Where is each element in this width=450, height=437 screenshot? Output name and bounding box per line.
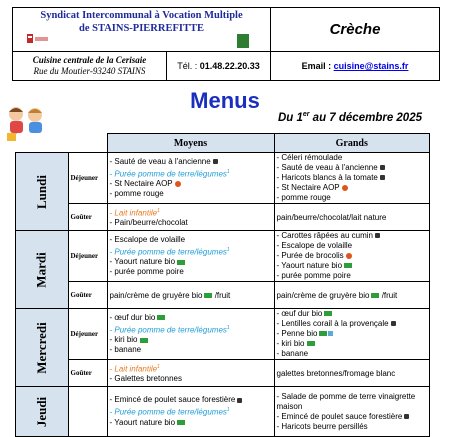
chef-icon	[404, 414, 409, 419]
cell-lundi-dej-grands: - Céleri rémoulade - Sauté de veau à l'ancienne - Haricots blancs à la tomate - St Nectaire AOP - pomme rouge	[274, 153, 430, 204]
chef-icon	[380, 175, 385, 180]
hvm-icon	[328, 331, 333, 336]
cell-mardi-gouter-grands: pain/crème de gruyère bio /fruit	[274, 282, 430, 309]
cell-mercredi-gouter-grands: galettes bretonnes/fromage blanc	[274, 360, 430, 387]
header-table	[12, 7, 440, 81]
bio-icon	[344, 263, 352, 268]
tel-label: Tél. :	[177, 61, 198, 71]
column-grands: Grands	[274, 134, 430, 153]
pierrefitte-logo-icon	[237, 34, 249, 48]
day-lundi: Lundi	[16, 153, 69, 231]
menu-table	[15, 133, 430, 437]
meal-label: Goûter	[68, 204, 107, 231]
bio-icon	[319, 331, 327, 336]
cell-mercredi-dej-grands: - œuf dur bio - Lentilles corail à la provençale - Penne bio - kiri bio - banane	[274, 309, 430, 360]
meal-label: Goûter	[68, 282, 107, 309]
meal-label: Goûter	[68, 360, 107, 387]
bio-icon	[157, 315, 165, 320]
date-range: Du 1er au 7 décembre 2025	[277, 111, 422, 124]
cell-lundi-dej-moyens: - Sauté de veau à l'ancienne - Purée pomme de terre/légumes$^1$ - St Nectaire AOP - pomme rouge	[107, 153, 274, 204]
aop-icon	[175, 181, 181, 187]
bio-icon	[307, 341, 315, 346]
cell-mardi-dej-moyens: - Escalope de volaille - Purée pomme de terre/légumes$^1$ - Yaourt nature bio - purée pomme poire	[107, 231, 274, 282]
address-line1: Cuisine centrale de la Cerisaie	[32, 55, 147, 65]
aop-icon	[342, 185, 348, 191]
chef-icon	[237, 398, 242, 403]
cell-mercredi-dej-moyens: - œuf dur bio - Purée pomme de terre/légumes$^1$ - kiri bio - banane	[107, 309, 274, 360]
cell-mardi-gouter-moyens: pain/crème de gruyère bio /fruit	[107, 282, 274, 309]
hvm-icon	[346, 253, 352, 259]
day-mardi: Mardi	[16, 231, 69, 309]
syndicat-line1: Syndicat Intercommunal à Vocation Multiple	[40, 10, 243, 21]
cell-jeudi-dej-moyens: - Emincé de poulet sauce forestière - Purée pomme de terre/légumes$^1$ - Yaourt nature bio	[107, 387, 274, 437]
chef-icon	[391, 321, 396, 326]
cell-jeudi-dej-grands: - Salade de pomme de terre vinaigrette maison - Emincé de poulet sauce forestière - Haricots beurre persillés	[274, 387, 430, 437]
bio-icon	[140, 338, 148, 343]
day-jeudi: Jeudi	[16, 387, 69, 437]
stains-logo-icon	[27, 33, 49, 46]
tel-number: 01.48.22.20.33	[199, 61, 260, 71]
service-title: Crèche	[271, 8, 440, 52]
bio-icon	[177, 420, 185, 425]
syndicat-line2: de STAINS-PIERREFITTE	[79, 23, 204, 34]
bio-icon	[204, 293, 212, 298]
email-cell	[271, 52, 440, 81]
cell-mercredi-gouter-moyens: - Lait infantile$^1$ - Galettes bretonnes	[107, 360, 274, 387]
cell-lundi-gouter-moyens: - Lait infantile$^1$ - Pain/beurre/chocolat	[107, 204, 274, 231]
email-label: Email :	[301, 61, 332, 71]
chef-icon	[375, 233, 380, 238]
tel-cell	[167, 52, 271, 81]
cell-mardi-dej-grands: - Carottes râpées au cumin - Escalope de volaille - Purée de brocolis - Yaourt nature bio - purée pomme poire	[274, 231, 430, 282]
meal-label: Déjeuner	[68, 231, 107, 282]
chef-icon	[380, 165, 385, 170]
address-line2: Rue du Moutier-93240 STAINS	[33, 66, 146, 76]
syndicat-cell	[13, 8, 271, 52]
chef-icon	[213, 159, 218, 164]
column-moyens: Moyens	[107, 134, 274, 153]
day-mercredi: Mercredi	[16, 309, 69, 387]
email-link[interactable]: cuisine@stains.fr	[333, 61, 409, 71]
bio-icon	[324, 311, 332, 316]
cell-lundi-gouter-grands: pain/beurre/chocolat/lait nature	[274, 204, 430, 231]
bio-icon	[371, 293, 379, 298]
page-title: Menus	[190, 88, 260, 113]
bio-icon	[177, 260, 185, 265]
meal-label: Déjeuner	[68, 153, 107, 204]
address-cell	[13, 52, 167, 81]
meal-label: Déjeuner	[68, 309, 107, 360]
